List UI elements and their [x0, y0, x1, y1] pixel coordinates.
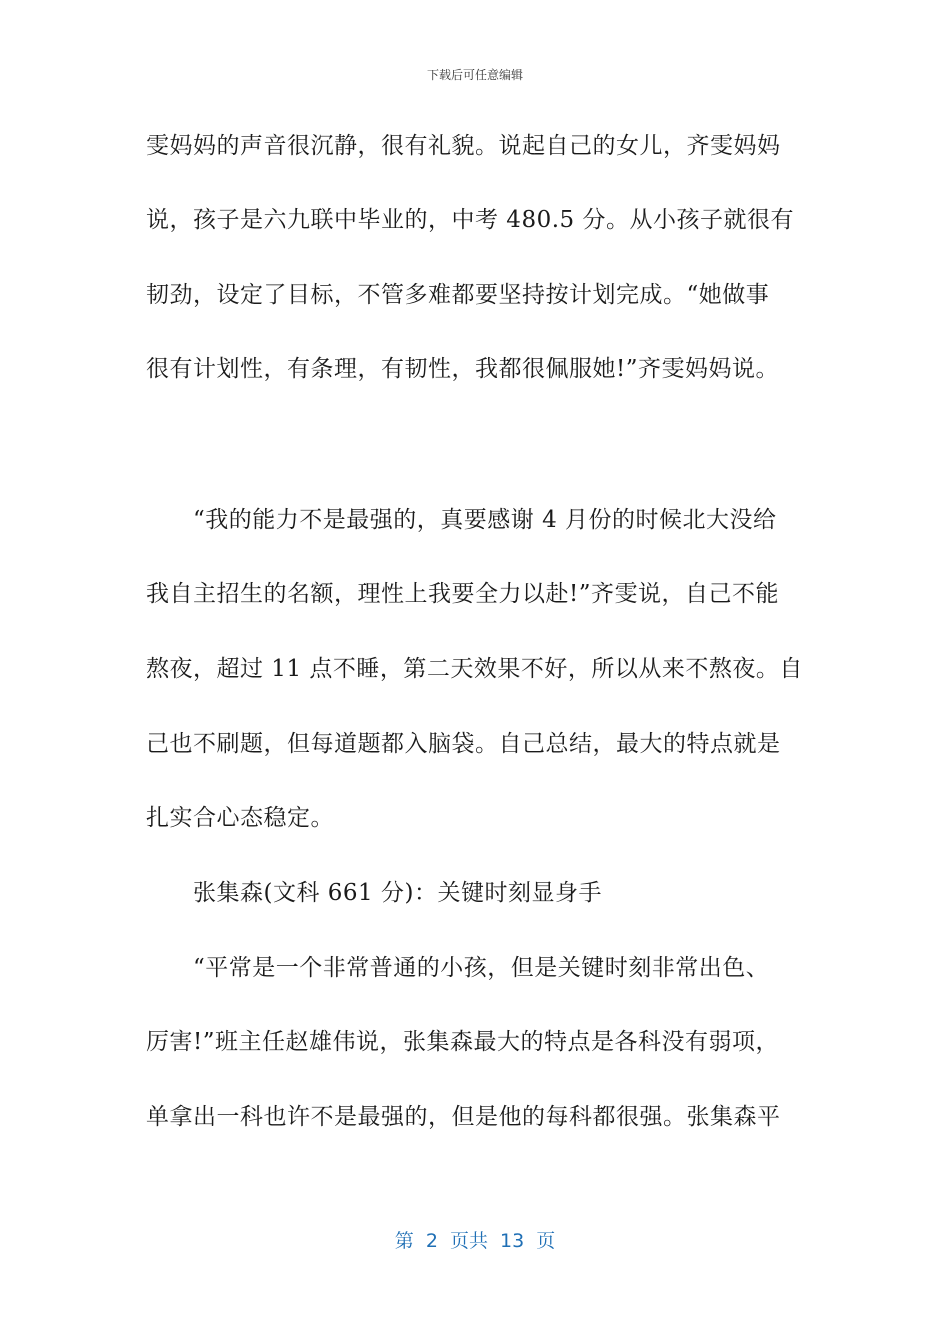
paragraph-line: 扎实合心态稳定。 [146, 805, 334, 831]
paragraph-line: 熬夜，超过 11 点不睡，第二天效果不好，所以从来不熬夜。自 [146, 656, 803, 682]
header-note: 下载后可任意编辑 [426, 68, 523, 82]
paragraph-line: 很有计划性，有条理，有韧性，我都很佩服她!”齐雯妈妈说。 [146, 356, 780, 382]
paragraph-line: 厉害!”班主任赵雄伟说，张集森最大的特点是各科没有弱项， [146, 1029, 780, 1055]
paragraph-line: 说，孩子是六九联中毕业的，中考 480.5 分。从小孩子就很有 [146, 207, 794, 233]
paragraph-line: 我自主招生的名额，理性上我要全力以赴!”齐雯说，自己不能 [146, 581, 780, 607]
paragraph-line: “平常是一个非常普通的小孩，但是关键时刻非常出色、 [193, 955, 770, 981]
paragraph-line: 己也不刷题，但每道题都入脑袋。自己总结，最大的特点就是 [146, 731, 781, 757]
paragraph-line: “我的能力不是最强的，真要感谢 4 月份的时候北大没给 [193, 507, 777, 533]
paragraph-line: 雯妈妈的声音很沉静，很有礼貌。说起自己的女儿，齐雯妈妈 [146, 133, 781, 159]
paragraph-line: 单拿出一科也许不是最强的，但是他的每科都很强。张集森平 [146, 1104, 781, 1130]
page-number: 第 2 页共 13 页 [394, 1230, 556, 1252]
section-heading: 张集森(文科 661 分)：关键时刻显身手 [193, 880, 602, 906]
paragraph-line: 韧劲，设定了目标，不管多难都要坚持按计划完成。“她做事 [146, 282, 770, 308]
